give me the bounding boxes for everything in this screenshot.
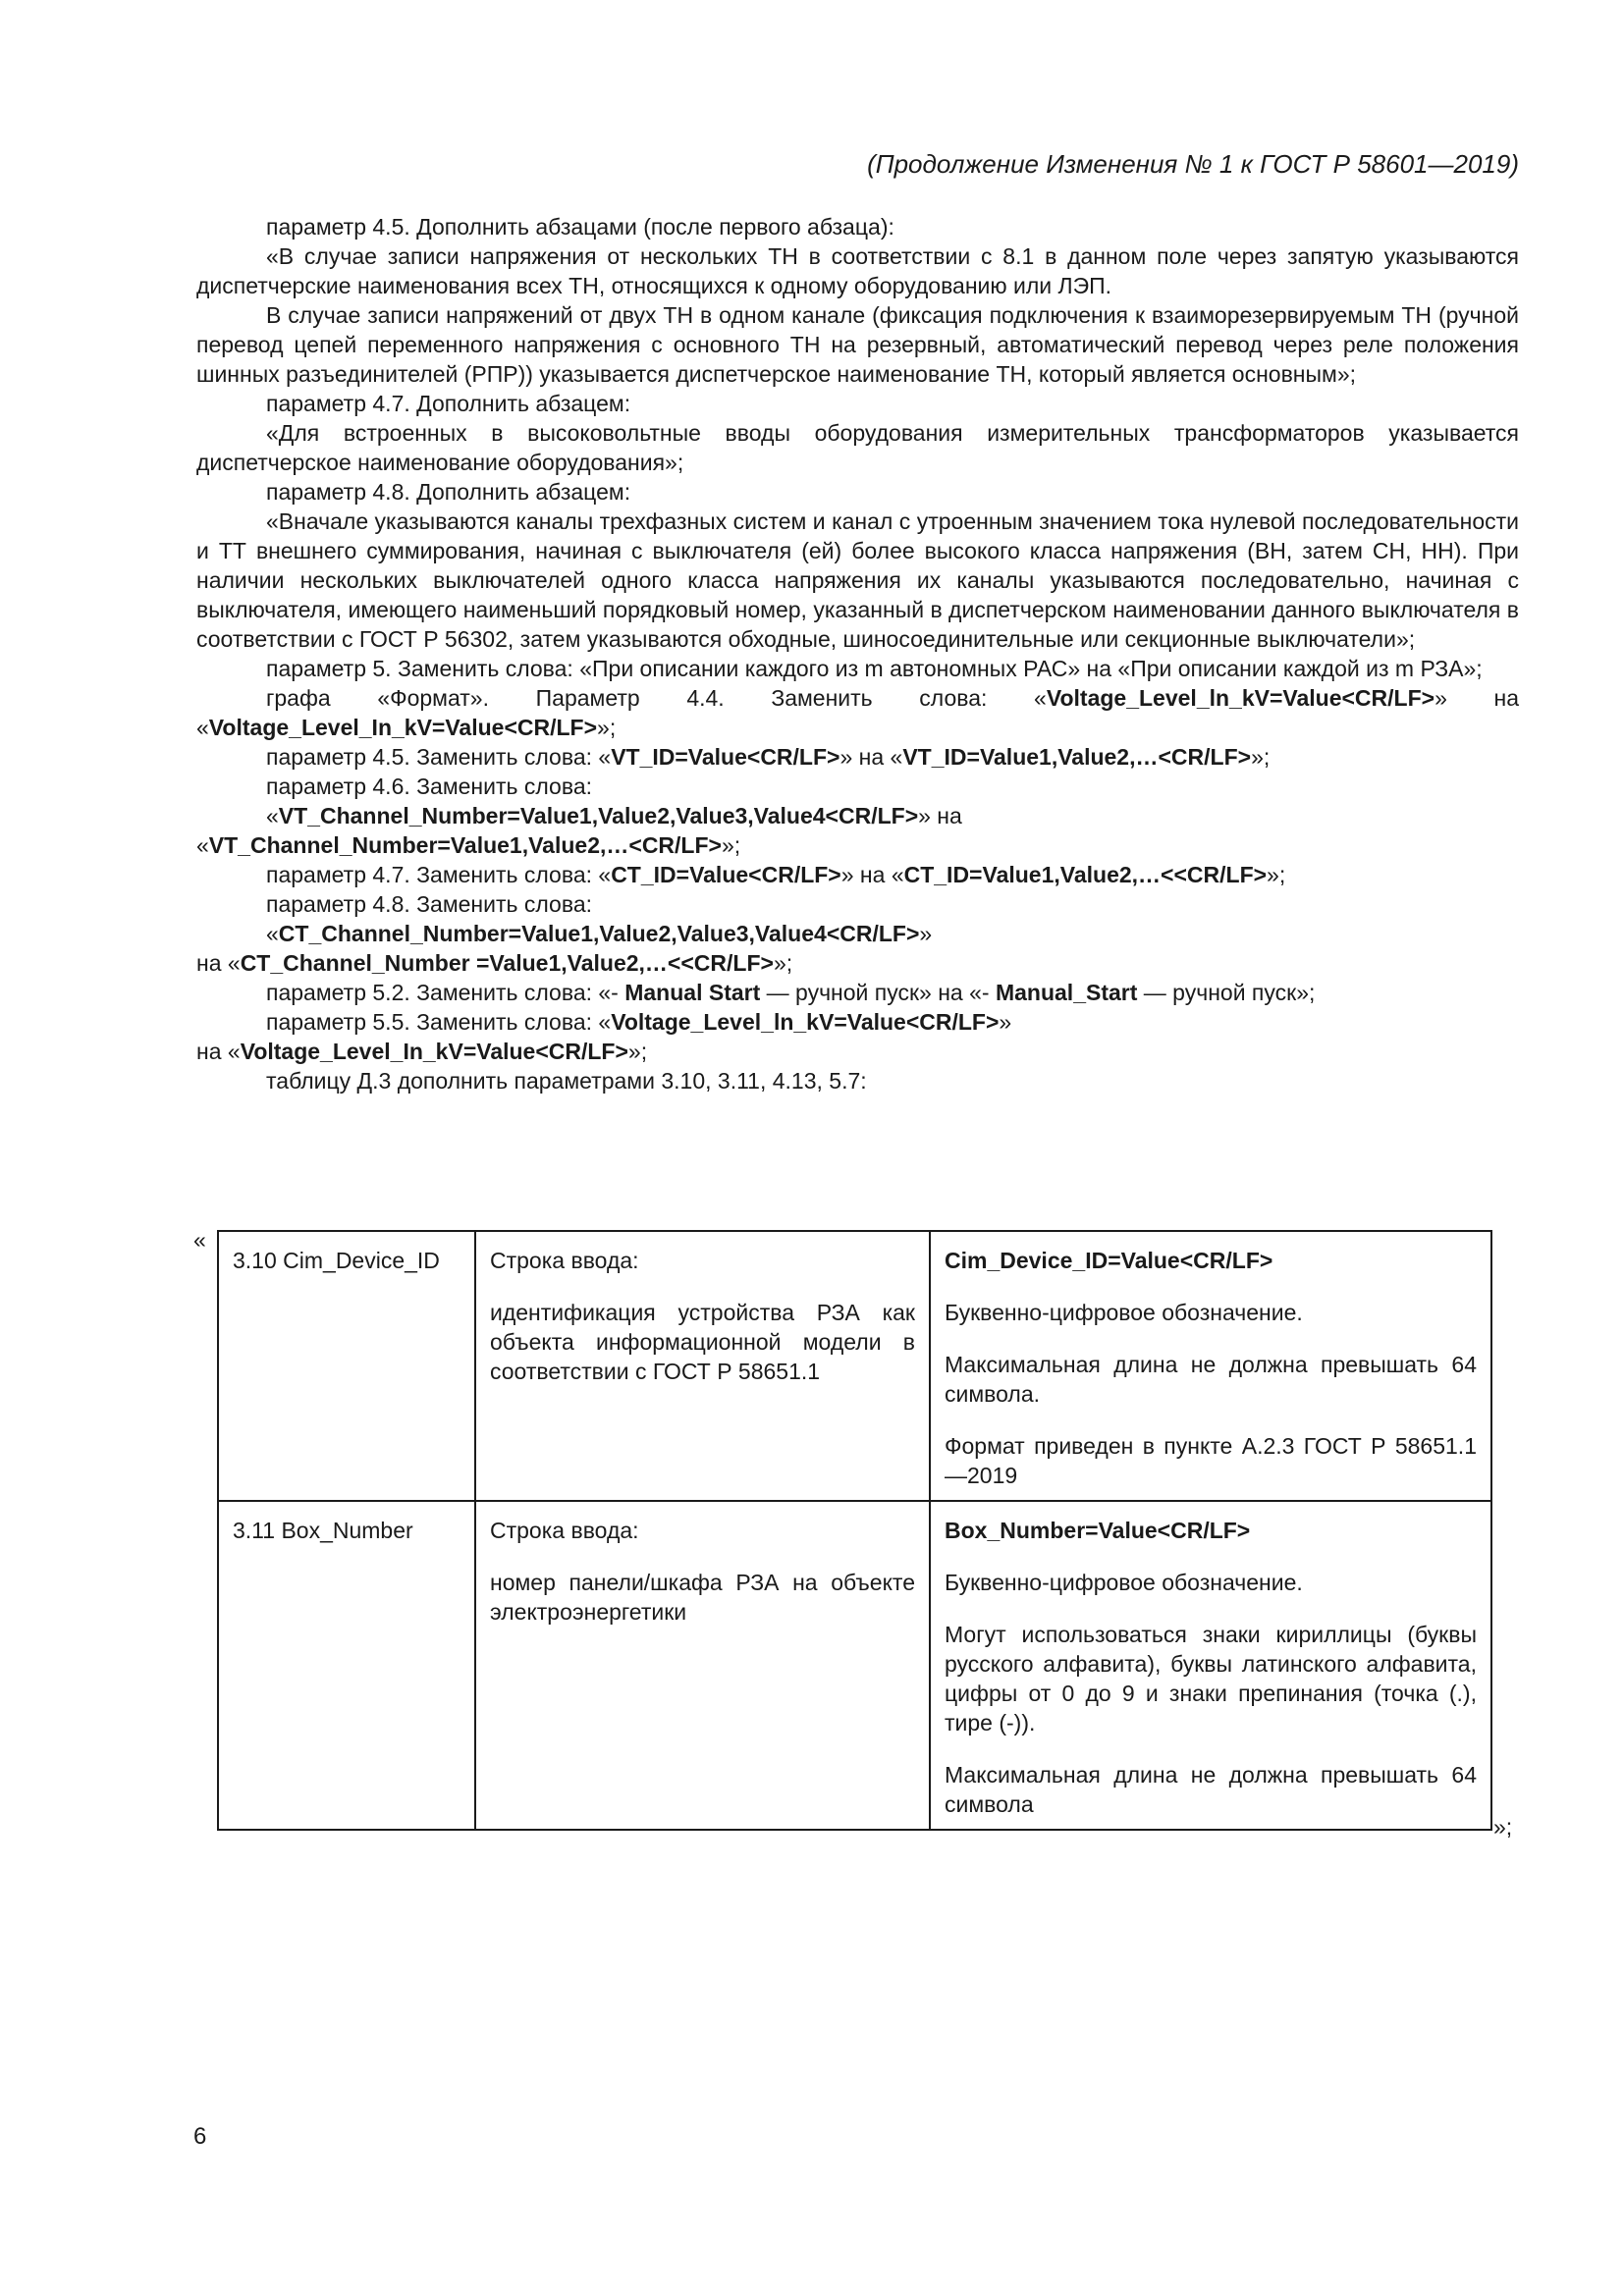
paragraph-format-4-7 [196, 860, 1519, 889]
paragraph-table-d3: таблицу Д.3 дополнить параметрами 3.10, 3.11, 4.13, 5.7: [266, 1068, 867, 1094]
format-4-6-line2 [196, 830, 1519, 860]
text-segment: »; [1267, 862, 1286, 887]
paragraph-format-5-5 [196, 1007, 1519, 1066]
code-new: CT_ID=Value1,Value2,…<<CR/LF> [903, 862, 1268, 887]
format-note: Максимальная длина не должна превышать 64 символа. [945, 1352, 1477, 1407]
text-segment: « [196, 832, 209, 858]
format-4-8-line1 [196, 919, 1519, 948]
code-new: VT_ID=Value1,Value2,…<CR/LF> [902, 744, 1252, 770]
paragraph-format-4-8: параметр 4.8. Заменить слова: [266, 891, 592, 917]
text-segment: »; [597, 715, 617, 740]
format-4-4-line1 [196, 683, 1519, 713]
format-note: Буквенно-цифровое обозначение. [945, 1570, 1303, 1595]
description-label: Строка ввода: [490, 1518, 639, 1543]
code-new: Manual_Start [995, 980, 1138, 1005]
amendment-body [196, 212, 1519, 1095]
paragraph-vt-two: В случае записи напряжений от двух ТН в одном канале (фиксация подключения к взаиморезервируемым ТН (ручной перевод цепей переменного напряжения с основного ТН на резервный, автоматический перевод через реле положения шинных разъединителей (РПР)) указывается диспетчерское наименование ТН, который является основным»; [196, 302, 1519, 387]
text-segment: » [999, 1009, 1012, 1035]
table-close-quote: »; [1493, 1814, 1513, 1840]
paragraph-format-4-4 [196, 683, 1519, 742]
paragraph-format-4-6-values [196, 801, 1519, 860]
text-segment: параметр 4.7. Заменить слова: « [266, 862, 612, 887]
code-old: Manual Start [624, 980, 761, 1005]
code-old: Voltage_Level_ln_kV=Value<CR/LF> [611, 1009, 1000, 1035]
code-old: CT_Channel_Number=Value1,Value2,Value3,Value4<CR/LF> [278, 921, 920, 946]
description-text: номер панели/шкафа РЗА на объекте электроэнергетики [490, 1570, 915, 1625]
page-header: (Продолжение Изменения № 1 к ГОСТ Р 58601—2019) [867, 149, 1519, 179]
description-label: Строка ввода: [490, 1248, 639, 1273]
text-segment: на « [196, 1039, 241, 1064]
paragraph-vt-multiple: «В случае записи напряжения от нескольких ТН в соответствии с 8.1 в данном поле через запятую указываются диспетчерские наименования всех ТН, относящихся к одному оборудованию или ЛЭП. [196, 243, 1519, 298]
code-new: CT_Channel_Number =Value1,Value2,…<<CR/LF> [240, 950, 774, 976]
code-old: Voltage_Level_ln_kV=Value<CR/LF> [1046, 685, 1435, 711]
paragraph-format-4-5 [196, 742, 1519, 772]
format-code: Cim_Device_ID=Value<CR/LF> [945, 1248, 1273, 1273]
code-new: Voltage_Level_In_kV=Value<CR/LF> [208, 715, 598, 740]
text-segment: — ручной пуск» на «- [760, 980, 996, 1005]
text-segment: »; [773, 950, 793, 976]
paragraph-param-4-8: параметр 4.8. Дополнить абзацем: [266, 479, 631, 505]
param-name: 3.10 Cim_Device_ID [233, 1248, 440, 1273]
table-row [218, 1231, 1491, 1501]
text-segment: » на « [839, 744, 903, 770]
table-row [218, 1501, 1491, 1830]
format-note: Могут использоваться знаки кириллицы (буквы русского алфавита), буквы латинского алфавита, цифры от 0 до 9 и знаки препинания (точка (.), тире (-)). [945, 1622, 1477, 1735]
text-segment: на « [196, 950, 241, 976]
text-segment: « [266, 921, 279, 946]
paragraph-param-4-5: параметр 4.5. Дополнить абзацами (после первого абзаца): [266, 214, 894, 240]
text-segment: графа «Формат». Параметр 4.4. Заменить слова: « [266, 685, 1047, 711]
format-5-5-line1 [196, 1007, 1519, 1037]
text-segment: »; [627, 1039, 648, 1064]
format-4-8-line2 [196, 948, 1519, 978]
format-note: Максимальная длина не должна превышать 64 символа [945, 1762, 1477, 1817]
param-name: 3.11 Box_Number [233, 1518, 413, 1543]
param-description-cell [475, 1501, 930, 1830]
paragraph-format-4-6: параметр 4.6. Заменить слова: [266, 774, 592, 799]
paragraph-format-5-2 [196, 978, 1519, 1007]
paragraph-param-5: параметр 5. Заменить слова: «При описании каждого из m автономных РАС» на «При описании каждой из m РЗА»; [266, 656, 1483, 681]
format-code: Box_Number=Value<CR/LF> [945, 1518, 1251, 1543]
text-segment: » на [1435, 685, 1519, 711]
paragraph-param-4-7: параметр 4.7. Дополнить абзацем: [266, 391, 631, 416]
code-old: VT_Channel_Number=Value1,Value2,Value3,Value4<CR/LF> [278, 803, 919, 828]
text-segment: параметр 4.5. Заменить слова: « [266, 744, 612, 770]
paragraph-embedded-transformers: «Для встроенных в высоковольтные вводы оборудования измерительных трансформаторов указывается диспетчерское наименование оборудования»; [196, 420, 1519, 475]
text-segment: » [919, 921, 933, 946]
code-old: CT_ID=Value<CR/LF> [611, 862, 841, 887]
text-segment: » на « [840, 862, 904, 887]
format-4-6-line1 [196, 801, 1519, 830]
code-old: VT_ID=Value<CR/LF> [611, 744, 840, 770]
format-5-5-line2 [196, 1037, 1519, 1066]
parameters-table [217, 1230, 1492, 1831]
paragraph-format-4-8-values [196, 919, 1519, 978]
text-segment: » на [918, 803, 962, 828]
format-note: Буквенно-цифровое обозначение. [945, 1300, 1303, 1325]
paragraph-channel-order: «Вначале указываются каналы трехфазных систем и канал с утроенным значением тока нулевой последовательности и ТТ внешнего суммирования, начиная с выключателя (ей) более высокого класса напряжения (ВН, затем СН, НН). При наличии нескольких выключателей одного класса напряжения их каналы указываются последовательно, начиная с выключателя, имеющего наименьший порядковый номер, указанный в диспетчерском наименовании данного выключателя в соответствии с ГОСТ Р 56302, затем указываются обходные, шиносоединительные или секционные выключатели»; [196, 508, 1519, 652]
param-name-cell [218, 1231, 475, 1501]
page-number: 6 [193, 2123, 207, 2150]
code-new: Voltage_Level_In_kV=Value<CR/LF> [240, 1039, 628, 1064]
code-new: VT_Channel_Number=Value1,Value2,…<CR/LF> [208, 832, 722, 858]
text-segment: параметр 5.2. Заменить слова: «- [266, 980, 625, 1005]
table-open-quote: « [193, 1227, 206, 1253]
param-format-cell [930, 1231, 1491, 1501]
text-segment: параметр 5.5. Заменить слова: « [266, 1009, 612, 1035]
param-description-cell [475, 1231, 930, 1501]
text-segment: — ручной пуск»; [1137, 980, 1316, 1005]
text-segment: »; [721, 832, 741, 858]
description-text: идентификация устройства РЗА как объекта информационной модели в соответствии с ГОСТ Р 58651.1 [490, 1300, 915, 1384]
text-segment: « [196, 715, 209, 740]
format-note: Формат приведен в пункте А.2.3 ГОСТ Р 58651.1—2019 [945, 1433, 1477, 1488]
format-4-4-line2 [196, 713, 1519, 742]
param-name-cell [218, 1501, 475, 1830]
text-segment: »; [1251, 744, 1271, 770]
text-segment: « [266, 803, 279, 828]
param-format-cell [930, 1501, 1491, 1830]
